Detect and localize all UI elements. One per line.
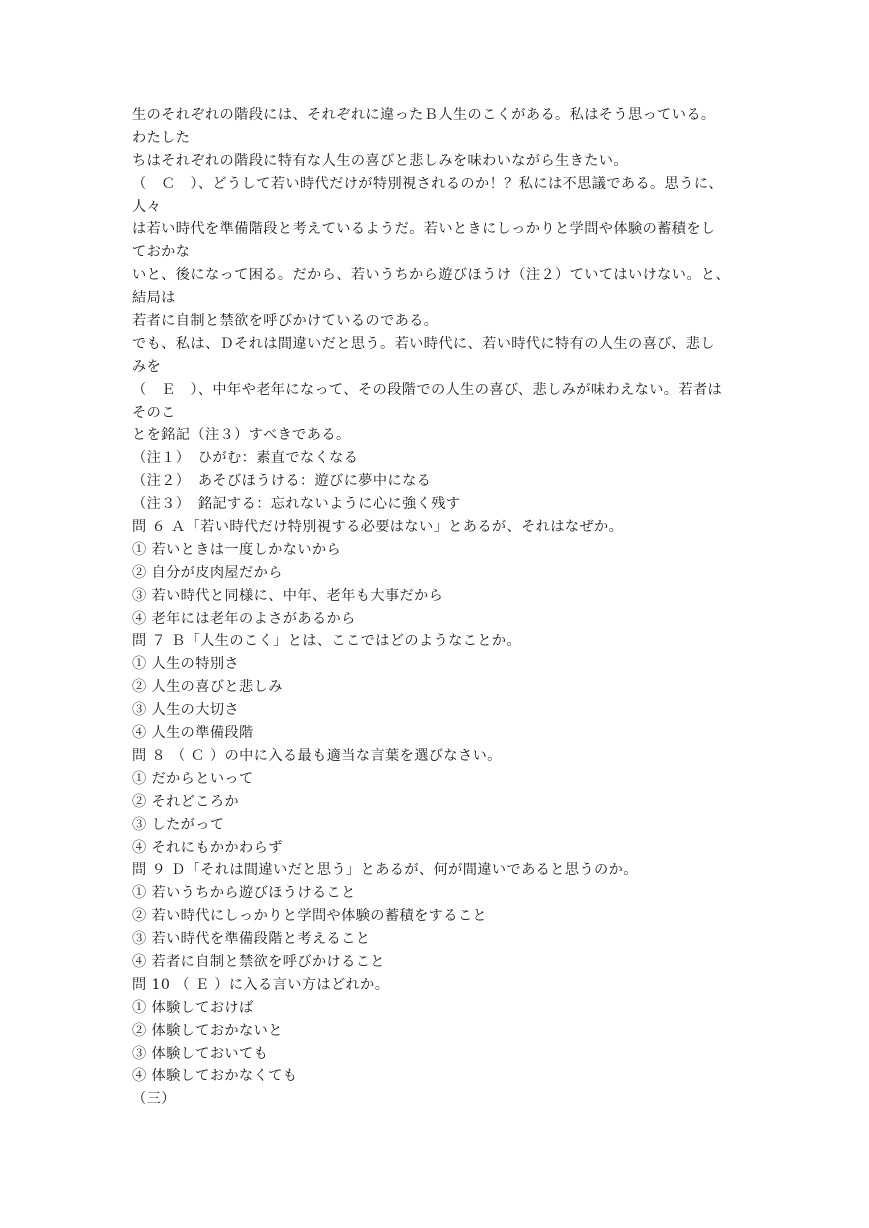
passage-line: でも、私は、Ｄそれは間違いだと思う。若い時代に、若い時代に特有の人生の喜び、悲し <box>132 335 715 352</box>
section-marker: （三） <box>132 1091 176 1108</box>
footnote: （注３） 銘記する：忘れないように心に強く残す <box>132 496 461 513</box>
answer-option: ① 人生の特別さ <box>132 656 240 673</box>
passage-line: 若者に自制と禁欲を呼びかけているのである。 <box>132 313 439 330</box>
passage-line: みを <box>132 358 162 375</box>
answer-option: ③ 若い時代を準備段階と考えること <box>132 931 371 948</box>
answer-option: ② それどころか <box>132 793 240 810</box>
question-prompt: 問 10 （ Ｅ ）に入る言い方はどれか。 <box>132 976 390 993</box>
answer-option: ④ 若者に自制と禁欲を呼びかけること <box>132 953 385 970</box>
answer-option: ④ 体験しておかなくても <box>132 1068 298 1085</box>
passage-line: いと、後になって困る。だから、若いうちから遊びほうけ（注２）ていてはいけない。と、 <box>132 267 731 284</box>
passage-line: 結局は <box>132 290 176 307</box>
answer-option: ④ 老年には老年のよさがあるから <box>132 610 356 627</box>
question-9 <box>132 859 744 973</box>
answer-option: ② 体験しておかないと <box>132 1022 283 1039</box>
footnote: （注２） あそびほうける：遊びに夢中になる <box>132 473 432 490</box>
answer-option: ③ 若い時代と同様に、中年、老年も大事だから <box>132 587 444 604</box>
question-10 <box>132 974 744 1088</box>
answer-option: ④ 人生の準備段階 <box>132 725 254 742</box>
passage-line: 人々 <box>132 198 162 215</box>
question-7 <box>132 630 744 744</box>
passage-line: とを銘記（注３）すべきである。 <box>132 427 351 444</box>
question-prompt: 問 ８ （ Ｃ ）の中に入る最も適当な言葉を選びなさい。 <box>132 747 502 764</box>
footnotes <box>132 447 744 516</box>
answer-option: ① 体験しておけば <box>132 999 254 1016</box>
answer-option: ④ それにもかかわらず <box>132 839 283 856</box>
passage-line: そのこ <box>132 404 176 421</box>
answer-option: ① 若いときは一度しかないから <box>132 541 342 558</box>
question-6 <box>132 516 744 630</box>
document-page <box>132 104 744 1111</box>
passage-line: わたした <box>132 129 191 146</box>
answer-option: ② 自分が皮肉屋だから <box>132 564 283 581</box>
answer-option: ① だからといって <box>132 770 254 787</box>
passage-line: ておかな <box>132 244 191 261</box>
answer-option: ③ したがって <box>132 816 225 833</box>
passage-line: 生のそれぞれの階段には、それぞれに違ったＢ人生のこくがある。私はそう思っている。 <box>132 107 716 123</box>
question-8 <box>132 745 744 859</box>
passage-line: （ Ｃ ）、どうして若い時代だけが特別視されるのか！？私には不思議である。思うに、 <box>132 175 723 192</box>
passage-line: （ Ｅ ）、中年や老年になって、その段階での人生の喜び、悲しみが味わえない。若者は <box>132 381 723 398</box>
passage-line: は若い時代を準備階段と考えているようだ。若いときにしっかりと学問や体験の蓄積をし <box>132 221 716 238</box>
passage-line: ちはそれぞれの階段に特有な人生の喜びと悲しみを味わいながら生きたい。 <box>132 152 628 169</box>
answer-option: ③ 人生の大切さ <box>132 702 240 719</box>
answer-option: ② 人生の喜びと悲しみ <box>132 679 283 696</box>
answer-option: ① 若いうちから遊びほうけること <box>132 885 356 902</box>
answer-option: ③ 体験しておいても <box>132 1045 269 1062</box>
answer-option: ② 若い時代にしっかりと学問や体験の蓄積をすること <box>132 908 488 925</box>
passage <box>132 104 744 447</box>
question-prompt: 問 ９ Ｄ「それは間違いだと思う」とあるが、何が間違いであると思うのか。 <box>132 862 638 879</box>
question-prompt: 問 ７ Ｂ「人生のこく」とは、ここではどのようなことか。 <box>132 633 522 650</box>
question-prompt: 問 ６ Ａ「若い時代だけ特別視する必要はない」とあるが、それはなぜか。 <box>132 519 624 536</box>
footnote: （注１） ひがむ：素直でなくなる <box>132 450 359 467</box>
